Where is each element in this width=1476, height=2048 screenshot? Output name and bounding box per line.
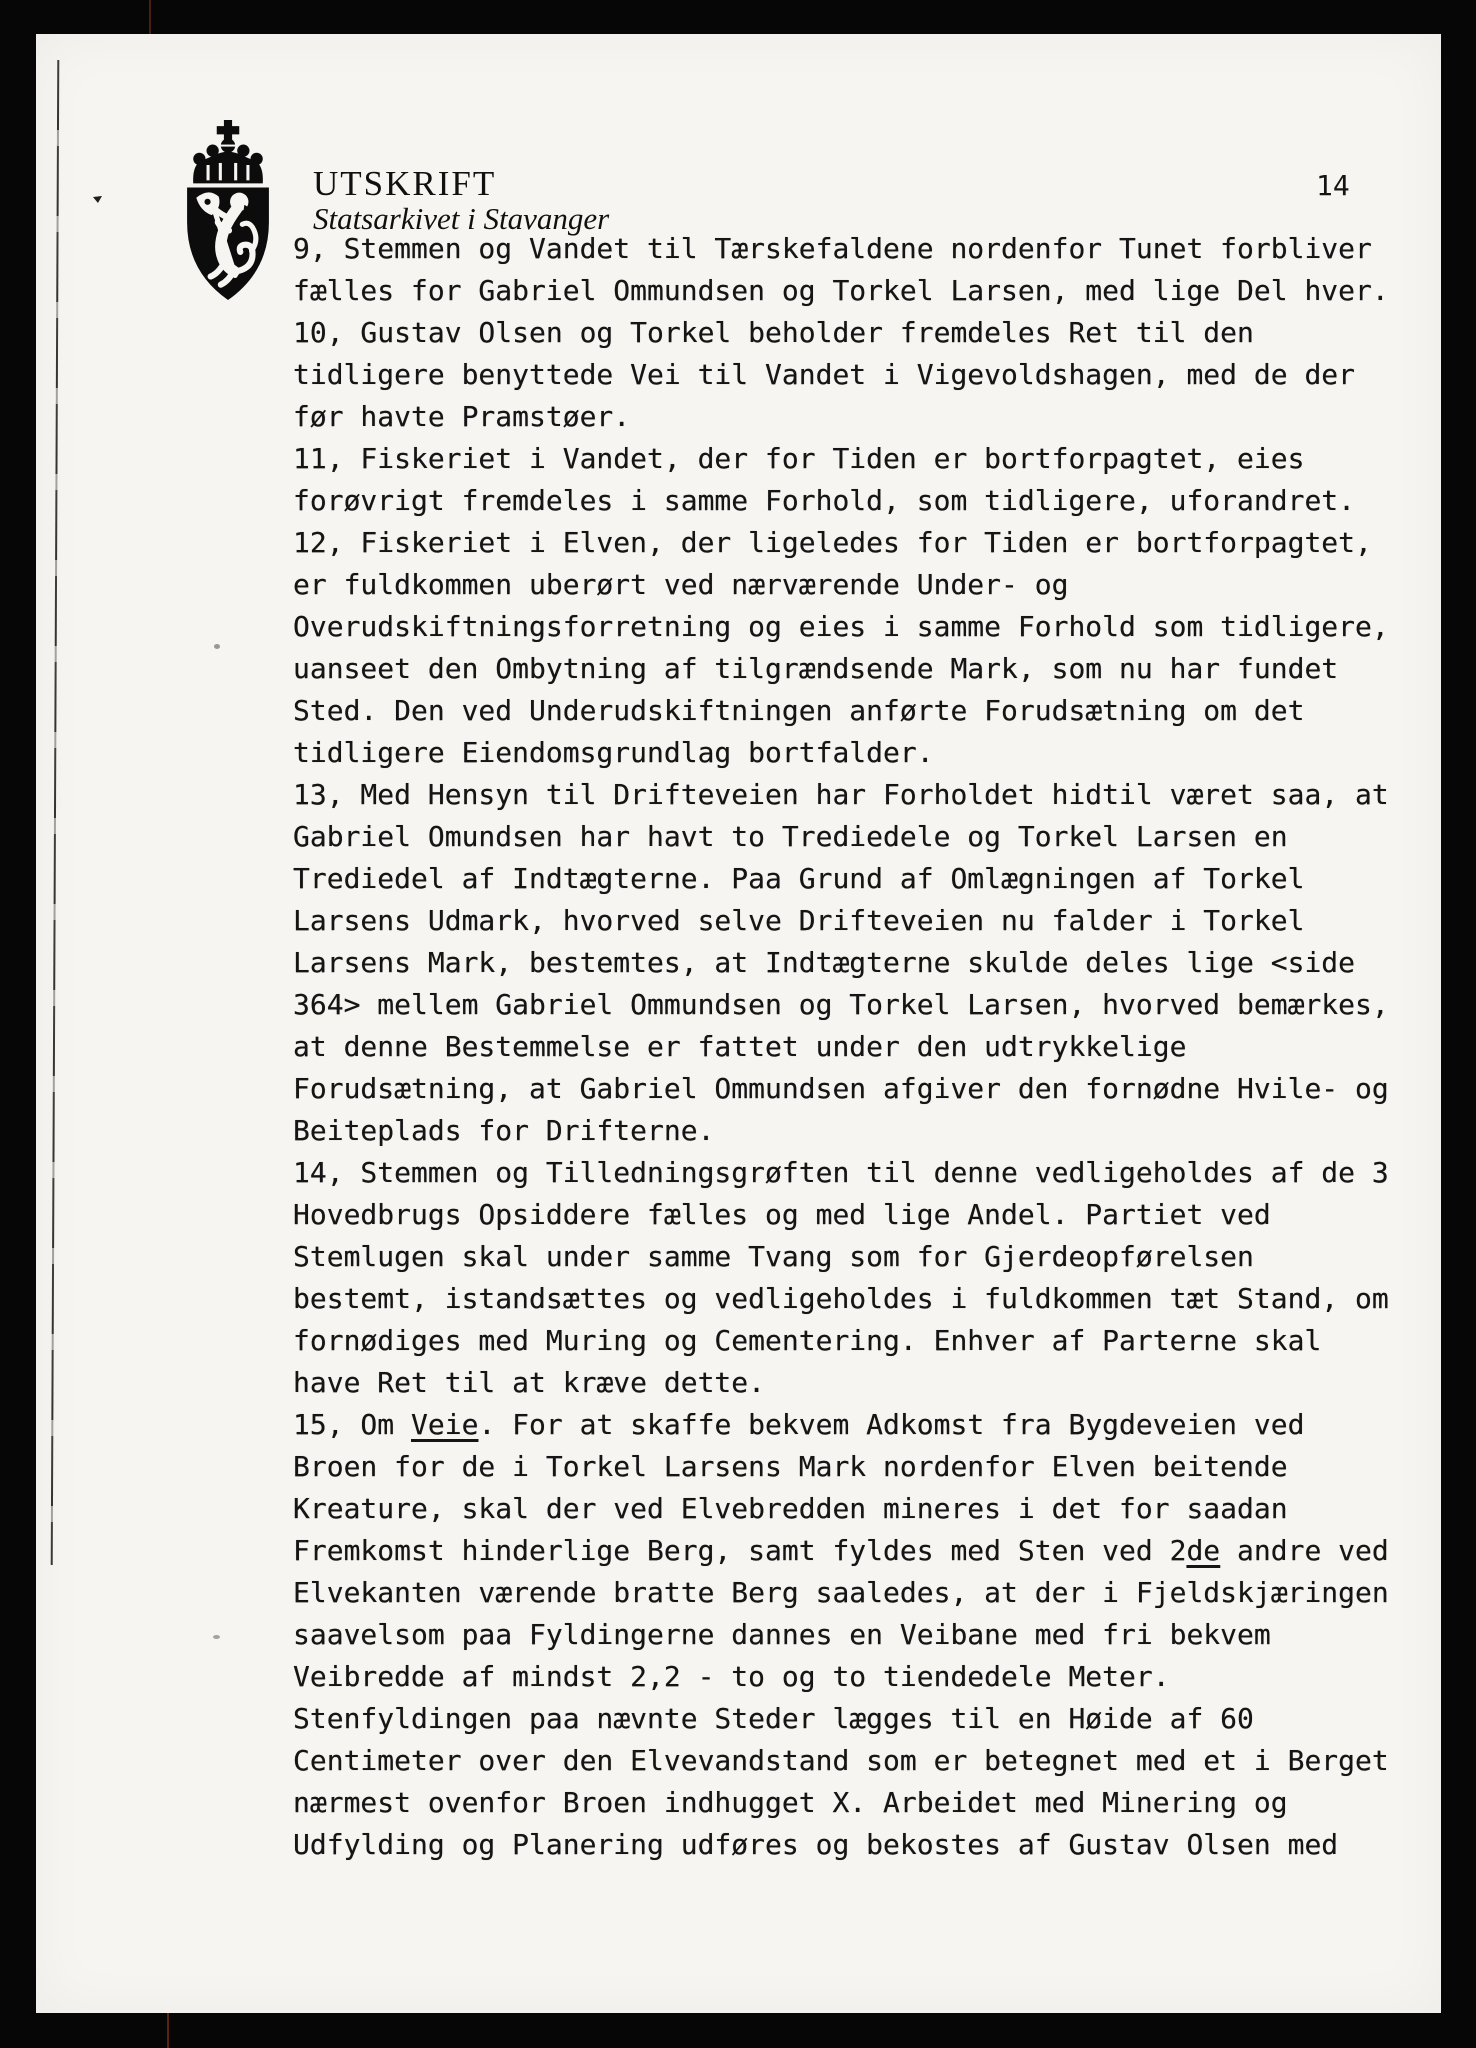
text-line: Beiteplads for Drifterne.	[293, 1114, 715, 1147]
text-line: før havte Pramstøer.	[293, 400, 631, 433]
text-line: 13, Med Hensyn til Drifteveien har Forholdet hidtil været saa, at	[293, 778, 1389, 811]
text-line: 12, Fiskeriet i Elven, der ligeledes for Tiden er bortforpagtet,	[293, 526, 1372, 559]
text-line: nærmest ovenfor Broen indhugget X. Arbeidet med Minering og	[293, 1786, 1288, 1819]
text-line: Trediedel af Indtægterne. Paa Grund af Omlægningen af Torkel	[293, 862, 1305, 895]
text-line: fornødiges med Muring og Cementering. Enhver af Parterne skal	[293, 1324, 1322, 1357]
text-line: 364> mellem Gabriel Ommundsen og Torkel Larsen, hvorved bemærkes,	[293, 988, 1389, 1021]
scanner-artifact-line	[167, 2012, 169, 2048]
scan-speck	[93, 196, 102, 203]
text-line: Gabriel Omundsen har havt to Trediedele og Torkel Larsen en	[293, 820, 1288, 853]
archive-subtitle: Statsarkivet i Stavanger	[313, 201, 610, 236]
text-line: tidligere benyttede Vei til Vandet i Vigevoldshagen, med de der	[293, 358, 1356, 391]
paper-page	[36, 34, 1441, 2013]
text-line: at denne Bestemmelse er fattet under den udtrykkelige	[293, 1030, 1187, 1063]
text-line: tidligere Eiendomsgrundlag bortfalder.	[293, 736, 934, 769]
text-line: saavelsom paa Fyldingerne dannes en Veibane med fri bekvem	[293, 1618, 1271, 1651]
text-line: have Ret til at kræve dette.	[293, 1366, 766, 1399]
scanner-artifact-line	[149, 0, 151, 36]
text-line: bestemt, istandsættes og vedligeholdes i fuldkommen tæt Stand, om	[293, 1282, 1389, 1315]
text-line: Fremkomst hinderlige Berg, samt fyldes med Sten ved 2de andre ved	[293, 1534, 1389, 1567]
text-line: Larsens Udmark, hvorved selve Drifteveien nu falder i Torkel	[293, 904, 1305, 937]
text-line: 11, Fiskeriet i Vandet, der for Tiden er bortforpagtet, eies	[293, 442, 1305, 475]
text-line: Veibredde af mindst 2,2 - to og to tiendedele Meter.	[293, 1660, 1170, 1693]
text-line: Sted. Den ved Underudskiftningen anførte Forudsætning om det	[293, 694, 1305, 727]
scan-speck	[213, 1635, 220, 1639]
page-title: UTSKRIFT	[313, 164, 497, 203]
text-line: Kreature, skal der ved Elvebredden mineres i det for saadan	[293, 1492, 1288, 1525]
text-line: Udfylding og Planering udføres og bekostes af Gustav Olsen med	[293, 1828, 1339, 1861]
page-number: 14	[1316, 169, 1350, 202]
text-line: 9, Stemmen og Vandet til Tærskefaldene nordenfor Tunet forbliver	[293, 232, 1372, 265]
text-line: fælles for Gabriel Ommundsen og Torkel Larsen, med lige Del hver.	[293, 274, 1389, 307]
text-line: Broen for de i Torkel Larsens Mark nordenfor Elven beitende	[293, 1450, 1288, 1483]
text-line: Overudskiftningsforretning og eies i samme Forhold som tidligere,	[293, 610, 1389, 643]
text-line: Larsens Mark, bestemtes, at Indtægterne skulde deles lige <side	[293, 946, 1356, 979]
text-line: 14, Stemmen og Tilledningsgrøften til denne vedligeholdes af de 3	[293, 1156, 1389, 1189]
text-line: er fuldkommen uberørt ved nærværende Under- og	[293, 568, 1069, 601]
scan-speck	[214, 644, 220, 649]
text-line: Centimeter over den Elvevandstand som er betegnet med et i Berget	[293, 1744, 1389, 1777]
text-line: Stenfyldingen paa nævnte Steder lægges til en Høide af 60	[293, 1702, 1254, 1735]
text-line: uanseet den Ombytning af tilgrændsende Mark, som nu har fundet	[293, 652, 1339, 685]
text-line: Stemlugen skal under samme Tvang som for Gjerdeopførelsen	[293, 1240, 1254, 1273]
text-line: forøvrigt fremdeles i samme Forhold, som tidligere, uforandret.	[293, 484, 1356, 517]
document-body	[293, 228, 1423, 1866]
norwegian-coat-of-arms-icon	[176, 120, 280, 300]
text-line: Elvekanten værende bratte Berg saaledes, at der i Fjeldskjæringen	[293, 1576, 1389, 1609]
text-line: Forudsætning, at Gabriel Ommundsen afgiver den fornødne Hvile- og	[293, 1072, 1389, 1105]
text-line: 10, Gustav Olsen og Torkel beholder fremdeles Ret til den	[293, 316, 1254, 349]
page-edge-line	[51, 60, 60, 1565]
text-line: Hovedbrugs Opsiddere fælles og med lige Andel. Partiet ved	[293, 1198, 1271, 1231]
text-line: 15, Om Veie. For at skaffe bekvem Adkomst fra Bygdeveien ved	[293, 1408, 1305, 1441]
